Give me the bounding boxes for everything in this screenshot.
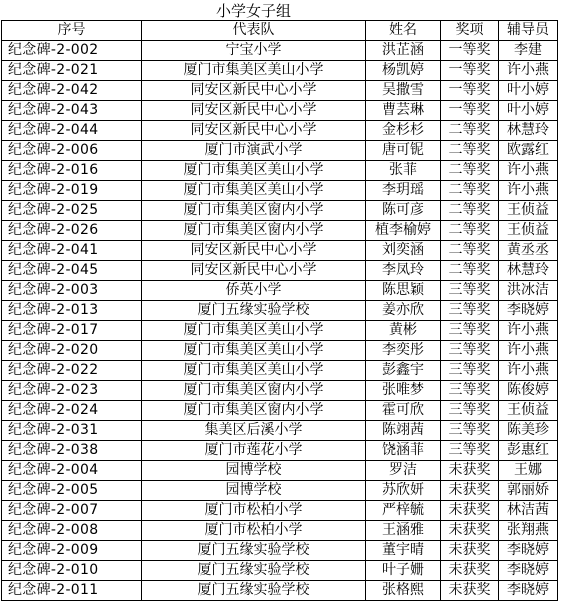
cell-name[interactable]: 罗洁	[366, 461, 441, 481]
cell-coach[interactable]: 洪冰洁	[499, 281, 558, 301]
cell-name[interactable]: 陈可彦	[366, 201, 441, 221]
cell-seq[interactable]: 纪念碑-2-021	[2, 61, 142, 81]
results-table	[1, 2, 558, 601]
cell-name[interactable]: 李凤玲	[366, 261, 441, 281]
title-spacer-cell[interactable]	[499, 2, 558, 21]
cell-coach[interactable]: 许小燕	[499, 321, 558, 341]
table-row	[2, 421, 558, 441]
cell-coach[interactable]: 李晓婷	[499, 301, 558, 321]
cell-name[interactable]: 张唯梦	[366, 381, 441, 401]
cell-award[interactable]: 三等奖	[441, 341, 499, 361]
cell-award[interactable]: 三等奖	[441, 281, 499, 301]
cell-team[interactable]: 厦门五缘实验学校	[142, 301, 366, 321]
table-row	[2, 401, 558, 421]
cell-team[interactable]: 厦门市集美区美山小学	[142, 321, 366, 341]
cell-name[interactable]: 杨凯婷	[366, 61, 441, 81]
cell-seq[interactable]: 纪念碑-2-031	[2, 421, 142, 441]
cell-seq[interactable]: 纪念碑-2-006	[2, 141, 142, 161]
table-row	[2, 381, 558, 401]
table-row	[2, 161, 558, 181]
table-row	[2, 501, 558, 521]
cell-award[interactable]: 二等奖	[441, 141, 499, 161]
cell-name[interactable]: 张格熙	[366, 581, 441, 601]
cell-coach[interactable]: 李晓婷	[499, 581, 558, 601]
cell-award[interactable]: 三等奖	[441, 321, 499, 341]
table-row	[2, 41, 558, 61]
table-row	[2, 341, 558, 361]
cell-coach[interactable]: 黄丞丞	[499, 241, 558, 261]
cell-coach[interactable]: 李建	[499, 41, 558, 61]
cell-coach[interactable]: 陈俊婷	[499, 381, 558, 401]
cell-name[interactable]: 刘奕涵	[366, 241, 441, 261]
cell-team[interactable]: 侨英小学	[142, 281, 366, 301]
cell-seq[interactable]: 纪念碑-2-020	[2, 341, 142, 361]
cell-coach[interactable]: 许小燕	[499, 181, 558, 201]
cell-name[interactable]: 饶涵菲	[366, 441, 441, 461]
cell-coach[interactable]: 李晓婷	[499, 541, 558, 561]
cell-name[interactable]: 严梓毓	[366, 501, 441, 521]
cell-coach[interactable]: 许小燕	[499, 161, 558, 181]
cell-coach[interactable]: 叶小婷	[499, 101, 558, 121]
cell-seq[interactable]: 纪念碑-2-024	[2, 401, 142, 421]
cell-award[interactable]: 三等奖	[441, 421, 499, 441]
table-row	[2, 361, 558, 381]
table-row	[2, 121, 558, 141]
cell-award[interactable]: 未获奖	[441, 581, 499, 601]
cell-seq[interactable]: 纪念碑-2-025	[2, 201, 142, 221]
cell-award[interactable]: 二等奖	[441, 121, 499, 141]
cell-seq[interactable]: 纪念碑-2-007	[2, 501, 142, 521]
cell-name[interactable]: 李奕彤	[366, 341, 441, 361]
cell-coach[interactable]: 王侦益	[499, 221, 558, 241]
table-row	[2, 241, 558, 261]
table-row	[2, 461, 558, 481]
cell-award[interactable]: 三等奖	[441, 441, 499, 461]
cell-team[interactable]: 厦门市集美区窗内小学	[142, 201, 366, 221]
cell-seq[interactable]: 纪念碑-2-004	[2, 461, 142, 481]
cell-team[interactable]: 厦门市集美区窗内小学	[142, 401, 366, 421]
cell-team[interactable]: 厦门市松柏小学	[142, 521, 366, 541]
cell-award[interactable]: 三等奖	[441, 361, 499, 381]
cell-name[interactable]: 霍可欣	[366, 401, 441, 421]
table-row	[2, 481, 558, 501]
cell-name[interactable]: 陈思颖	[366, 281, 441, 301]
cell-coach[interactable]: 王侦益	[499, 201, 558, 221]
cell-seq[interactable]: 纪念碑-2-042	[2, 81, 142, 101]
cell-award[interactable]: 一等奖	[441, 81, 499, 101]
cell-award[interactable]: 二等奖	[441, 201, 499, 221]
table-row	[2, 221, 558, 241]
cell-coach[interactable]: 欧露红	[499, 141, 558, 161]
title-spacer-cell[interactable]	[2, 2, 142, 21]
cell-name[interactable]: 植李榆婷	[366, 221, 441, 241]
table-row	[2, 181, 558, 201]
cell-team[interactable]: 集美区后溪小学	[142, 421, 366, 441]
header-team[interactable]: 代表队	[142, 21, 366, 41]
table-row	[2, 521, 558, 541]
cell-award[interactable]: 二等奖	[441, 261, 499, 281]
cell-award[interactable]: 三等奖	[441, 301, 499, 321]
cell-seq[interactable]: 纪念碑-2-016	[2, 161, 142, 181]
header-row	[2, 21, 558, 41]
cell-team[interactable]: 厦门市松柏小学	[142, 501, 366, 521]
cell-seq[interactable]: 纪念碑-2-041	[2, 241, 142, 261]
cell-seq[interactable]: 纪念碑-2-038	[2, 441, 142, 461]
cell-team[interactable]: 园博学校	[142, 481, 366, 501]
table-row	[2, 541, 558, 561]
cell-award[interactable]: 二等奖	[441, 161, 499, 181]
table-row	[2, 201, 558, 221]
cell-coach[interactable]: 郭丽娇	[499, 481, 558, 501]
title-spacer-cell[interactable]	[441, 2, 499, 21]
cell-seq[interactable]: 纪念碑-2-002	[2, 41, 142, 61]
title-row	[2, 2, 558, 21]
cell-team[interactable]: 厦门市集美区美山小学	[142, 181, 366, 201]
table-row	[2, 261, 558, 281]
cell-name[interactable]: 王涵雅	[366, 521, 441, 541]
table-row	[2, 141, 558, 161]
table-row	[2, 81, 558, 101]
cell-team[interactable]: 同安区新民中心小学	[142, 81, 366, 101]
cell-name[interactable]: 黄彬	[366, 321, 441, 341]
cell-award[interactable]: 一等奖	[441, 101, 499, 121]
cell-award[interactable]: 三等奖	[441, 381, 499, 401]
table-row	[2, 561, 558, 581]
cell-seq[interactable]: 纪念碑-2-010	[2, 561, 142, 581]
cell-seq[interactable]: 纪念碑-2-044	[2, 121, 142, 141]
cell-seq[interactable]: 纪念碑-2-003	[2, 281, 142, 301]
cell-seq[interactable]: 纪念碑-2-019	[2, 181, 142, 201]
cell-name[interactable]: 张菲	[366, 161, 441, 181]
table-title[interactable]: 小学女子组	[142, 2, 366, 21]
cell-name[interactable]: 陈翊茜	[366, 421, 441, 441]
cell-name[interactable]: 吴撒雪	[366, 81, 441, 101]
cell-team[interactable]: 厦门市集美区窗内小学	[142, 381, 366, 401]
cell-seq[interactable]: 纪念碑-2-043	[2, 101, 142, 121]
cell-coach[interactable]: 王侦益	[499, 401, 558, 421]
cell-coach[interactable]: 陈美珍	[499, 421, 558, 441]
cell-team[interactable]: 厦门市集美区窗内小学	[142, 221, 366, 241]
cell-award[interactable]: 未获奖	[441, 521, 499, 541]
cell-team[interactable]: 厦门五缘实验学校	[142, 541, 366, 561]
header-coach[interactable]: 辅导员	[499, 21, 558, 41]
cell-seq[interactable]: 纪念碑-2-026	[2, 221, 142, 241]
cell-award[interactable]: 未获奖	[441, 481, 499, 501]
cell-coach[interactable]: 彭惠红	[499, 441, 558, 461]
table-row	[2, 301, 558, 321]
cell-name[interactable]: 彭鑫宇	[366, 361, 441, 381]
cell-name[interactable]: 金杉杉	[366, 121, 441, 141]
cell-name[interactable]: 洪芷涵	[366, 41, 441, 61]
cell-team[interactable]: 厦门市集美区美山小学	[142, 341, 366, 361]
cell-team[interactable]: 厦门五缘实验学校	[142, 581, 366, 601]
cell-seq[interactable]: 纪念碑-2-017	[2, 321, 142, 341]
header-award[interactable]: 奖项	[441, 21, 499, 41]
table-row	[2, 321, 558, 341]
cell-seq[interactable]: 纪念碑-2-013	[2, 301, 142, 321]
cell-seq[interactable]: 纪念碑-2-011	[2, 581, 142, 601]
cell-award[interactable]: 未获奖	[441, 561, 499, 581]
cell-coach[interactable]: 王娜	[499, 461, 558, 481]
cell-name[interactable]: 叶子姗	[366, 561, 441, 581]
cell-coach[interactable]: 许小燕	[499, 361, 558, 381]
cell-team[interactable]: 厦门市集美区美山小学	[142, 61, 366, 81]
table-row	[2, 101, 558, 121]
cell-name[interactable]: 李玥瑶	[366, 181, 441, 201]
cell-seq[interactable]: 纪念碑-2-023	[2, 381, 142, 401]
cell-coach[interactable]: 李晓婷	[499, 561, 558, 581]
cell-team[interactable]: 宁宝小学	[142, 41, 366, 61]
cell-name[interactable]: 唐可铌	[366, 141, 441, 161]
cell-team[interactable]: 园博学校	[142, 461, 366, 481]
cell-seq[interactable]: 纪念碑-2-009	[2, 541, 142, 561]
cell-coach[interactable]: 许小燕	[499, 341, 558, 361]
table-row	[2, 281, 558, 301]
cell-award[interactable]: 三等奖	[441, 401, 499, 421]
cell-team[interactable]: 同安区新民中心小学	[142, 101, 366, 121]
cell-award[interactable]: 二等奖	[441, 181, 499, 201]
cell-name[interactable]: 姜亦欣	[366, 301, 441, 321]
cell-team[interactable]: 厦门市集美区美山小学	[142, 361, 366, 381]
cell-seq[interactable]: 纪念碑-2-005	[2, 481, 142, 501]
cell-team[interactable]: 厦门市莲花小学	[142, 441, 366, 461]
cell-coach[interactable]: 林慧玲	[499, 121, 558, 141]
cell-seq[interactable]: 纪念碑-2-045	[2, 261, 142, 281]
cell-award[interactable]: 二等奖	[441, 221, 499, 241]
table-row	[2, 441, 558, 461]
cell-name[interactable]: 董宇晴	[366, 541, 441, 561]
cell-award[interactable]: 一等奖	[441, 61, 499, 81]
cell-team[interactable]: 同安区新民中心小学	[142, 121, 366, 141]
cell-team[interactable]: 厦门五缘实验学校	[142, 561, 366, 581]
cell-team[interactable]: 厦门市集美区美山小学	[142, 161, 366, 181]
cell-coach[interactable]: 许小燕	[499, 61, 558, 81]
cell-award[interactable]: 未获奖	[441, 501, 499, 521]
cell-coach[interactable]: 林慧玲	[499, 261, 558, 281]
cell-coach[interactable]: 叶小婷	[499, 81, 558, 101]
table-row	[2, 61, 558, 81]
cell-award[interactable]: 一等奖	[441, 41, 499, 61]
title-spacer-cell[interactable]	[366, 2, 441, 21]
cell-seq[interactable]: 纪念碑-2-008	[2, 521, 142, 541]
cell-seq[interactable]: 纪念碑-2-022	[2, 361, 142, 381]
cell-team[interactable]: 厦门市演武小学	[142, 141, 366, 161]
cell-award[interactable]: 二等奖	[441, 241, 499, 261]
cell-award[interactable]: 未获奖	[441, 461, 499, 481]
cell-coach[interactable]: 张翔燕	[499, 521, 558, 541]
cell-name[interactable]: 曹芸琳	[366, 101, 441, 121]
cell-name[interactable]: 苏欣妍	[366, 481, 441, 501]
cell-coach[interactable]: 林洁茜	[499, 501, 558, 521]
table-row	[2, 581, 558, 601]
cell-team[interactable]: 同安区新民中心小学	[142, 261, 366, 281]
cell-award[interactable]: 未获奖	[441, 541, 499, 561]
header-seq[interactable]: 序号	[2, 21, 142, 41]
cell-team[interactable]: 同安区新民中心小学	[142, 241, 366, 261]
header-name[interactable]: 姓名	[366, 21, 441, 41]
